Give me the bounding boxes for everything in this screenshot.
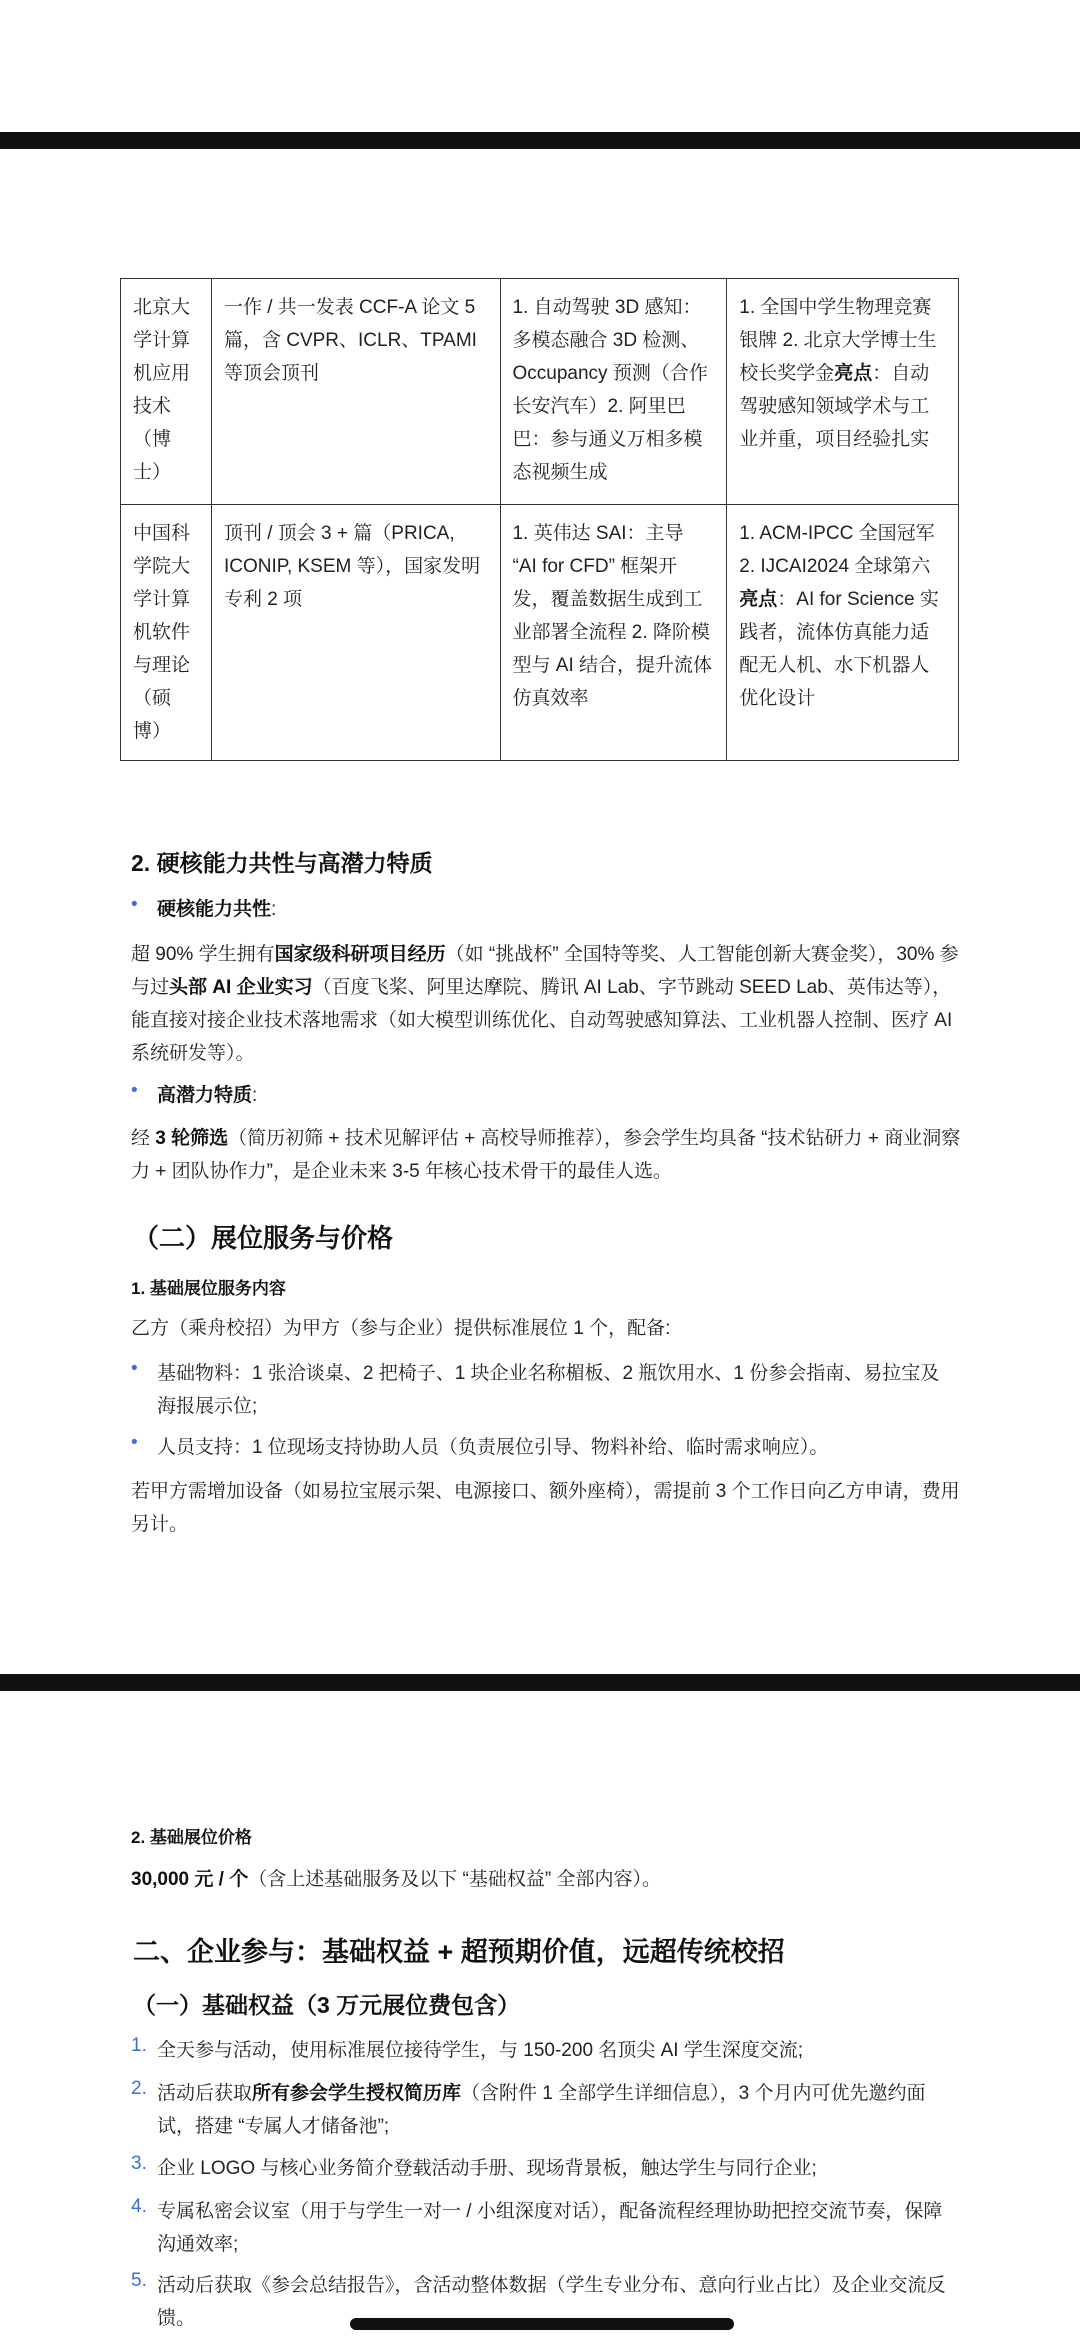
list-item: 活动后获取《参会总结报告》，含活动整体数据（学生专业分布、意向行业占比）及企业交流反馈。 (157, 2275, 946, 2329)
bullet-icon: • (131, 1432, 138, 1453)
table-cell-projects: 1. 自动驾驶 3D 感知：多模态融合 3D 检测、Occupancy 预测（合作长安汽车）2. 阿里巴巴：参与通义万相多模态视频生成 (500, 279, 727, 505)
paragraph: 超 90% 学生拥有国家级科研项目经历（如 “挑战杯” 全国特等奖、人工智能创新大赛金奖），30% 参与过头部 AI 企业实习（百度飞桨、阿里达摩院、腾讯 AI Lab、字节跳动 SEED Lab、英伟达等），能直接对接企业技术落地需求（如大模型训练优化、自动驾驶感知算法、工业机器人控制、医疗 AI 系统研发等）。 (131, 944, 959, 1064)
table-row (121, 505, 959, 761)
highlight-label: 亮点 (739, 589, 778, 610)
table-cell-honors (727, 505, 959, 761)
page-separator-top (0, 132, 1080, 149)
table-cell-papers: 一作 / 共一发表 CCF-A 论文 5 篇，含 CVPR、ICLR、TPAMI 等顶会顶刊 (211, 279, 500, 505)
table-cell-honors (727, 279, 959, 505)
subsection-heading: 1. 基础展位服务内容 (131, 1279, 286, 1298)
list-item: 专属私密会议室（用于与学生一对一 / 小组深度对话），配备流程经理协助把控交流节奏，保障沟通效率; (157, 2201, 943, 2255)
list-item: 基础物料：1 张洽谈桌、2 把椅子、1 块企业名称楣板、2 瓶饮用水、1 份参会指南、易拉宝及海报展示位; (157, 1363, 940, 1417)
subsection-heading: （一）基础权益（3 万元展位费包含） (133, 1992, 521, 2018)
section-heading: 2. 硬核能力共性与高潜力特质 (131, 850, 433, 876)
list-item: 全天参与活动，使用标准展位接待学生，与 150-200 名顶尖 AI 学生深度交流; (157, 2040, 804, 2061)
bullet-label: 硬核能力共性: (157, 899, 277, 920)
list-number: 2. (131, 2078, 147, 2099)
list-item: 人员支持：1 位现场支持协助人员（负责展位引导、物料补给、临时需求响应）。 (157, 1437, 829, 1458)
table-cell-papers: 顶刊 / 顶会 3 + 篇（PRICA, ICONIP, KSEM 等），国家发明专利 2 项 (211, 505, 500, 761)
subsection-heading: 2. 基础展位价格 (131, 1828, 252, 1847)
honors-text-rest: ：自动驾驶感知领域学术与工业并重，项目经验扎实 (739, 363, 930, 450)
list-number: 5. (131, 2270, 147, 2291)
bullet-icon: • (131, 894, 138, 915)
section-heading: 二、企业参与：基础权益 + 超预期价值，远超传统校招 (133, 1937, 785, 1967)
student-table (120, 278, 959, 761)
list-item: 活动后获取所有参会学生授权简历库（含附件 1 全部学生详细信息），3 个月内可优先邀约面试，搭建 “专属人才储备池”; (157, 2083, 926, 2137)
paragraph: 若甲方需增加设备（如易拉宝展示架、电源接口、额外座椅），需提前 3 个工作日向乙方申请，费用另计。 (131, 1481, 960, 1535)
paragraph: 乙方（乘舟校招）为甲方（参与企业）提供标准展位 1 个，配备: (131, 1318, 671, 1339)
table-cell-school: 北京大学计算机应用技术（博士） (121, 279, 212, 505)
table-cell-projects: 1. 英伟达 SAI：主导 “AI for CFD” 框架开发，覆盖数据生成到工业部署全流程 2. 降阶模型与 AI 结合，提升流体仿真效率 (500, 505, 727, 761)
honors-text: 1. 全国中学生物理竞赛银牌 2. 北京大学博士生校长奖学金 (739, 297, 937, 384)
home-indicator[interactable] (350, 2318, 734, 2330)
list-number: 3. (131, 2153, 147, 2174)
bullet-label: 高潜力特质: (157, 1085, 258, 1106)
paragraph: 经 3 轮筛选（简历初筛 + 技术见解评估 + 高校导师推荐），参会学生均具备 “技术钻研力 + 商业洞察力 + 团队协作力”，是企业未来 3-5 年核心技术骨干的最佳人选。 (131, 1128, 961, 1182)
list-item: 企业 LOGO 与核心业务简介登载活动手册、现场背景板，触达学生与同行企业; (157, 2158, 817, 2179)
table-row (121, 279, 959, 505)
bullet-icon: • (131, 1080, 138, 1101)
list-number: 1. (131, 2035, 147, 2056)
honors-text-rest: ：AI for Science 实践者，流体仿真能力适配无人机、水下机器人优化设计 (739, 589, 939, 709)
table-cell-school: 中国科学院大学计算机软件与理论（硕博） (121, 505, 212, 761)
price-line: 30,000 元 / 个（含上述基础服务及以下 “基础权益” 全部内容）。 (131, 1869, 661, 1890)
page-separator-middle (0, 1674, 1080, 1691)
list-number: 4. (131, 2196, 147, 2217)
highlight-label: 亮点 (834, 363, 873, 384)
section-heading: （二）展位服务与价格 (133, 1223, 394, 1253)
bullet-icon: • (131, 1358, 138, 1379)
honors-text: 1. ACM-IPCC 全国冠军 2. IJCAI2024 全球第六 (739, 523, 935, 577)
